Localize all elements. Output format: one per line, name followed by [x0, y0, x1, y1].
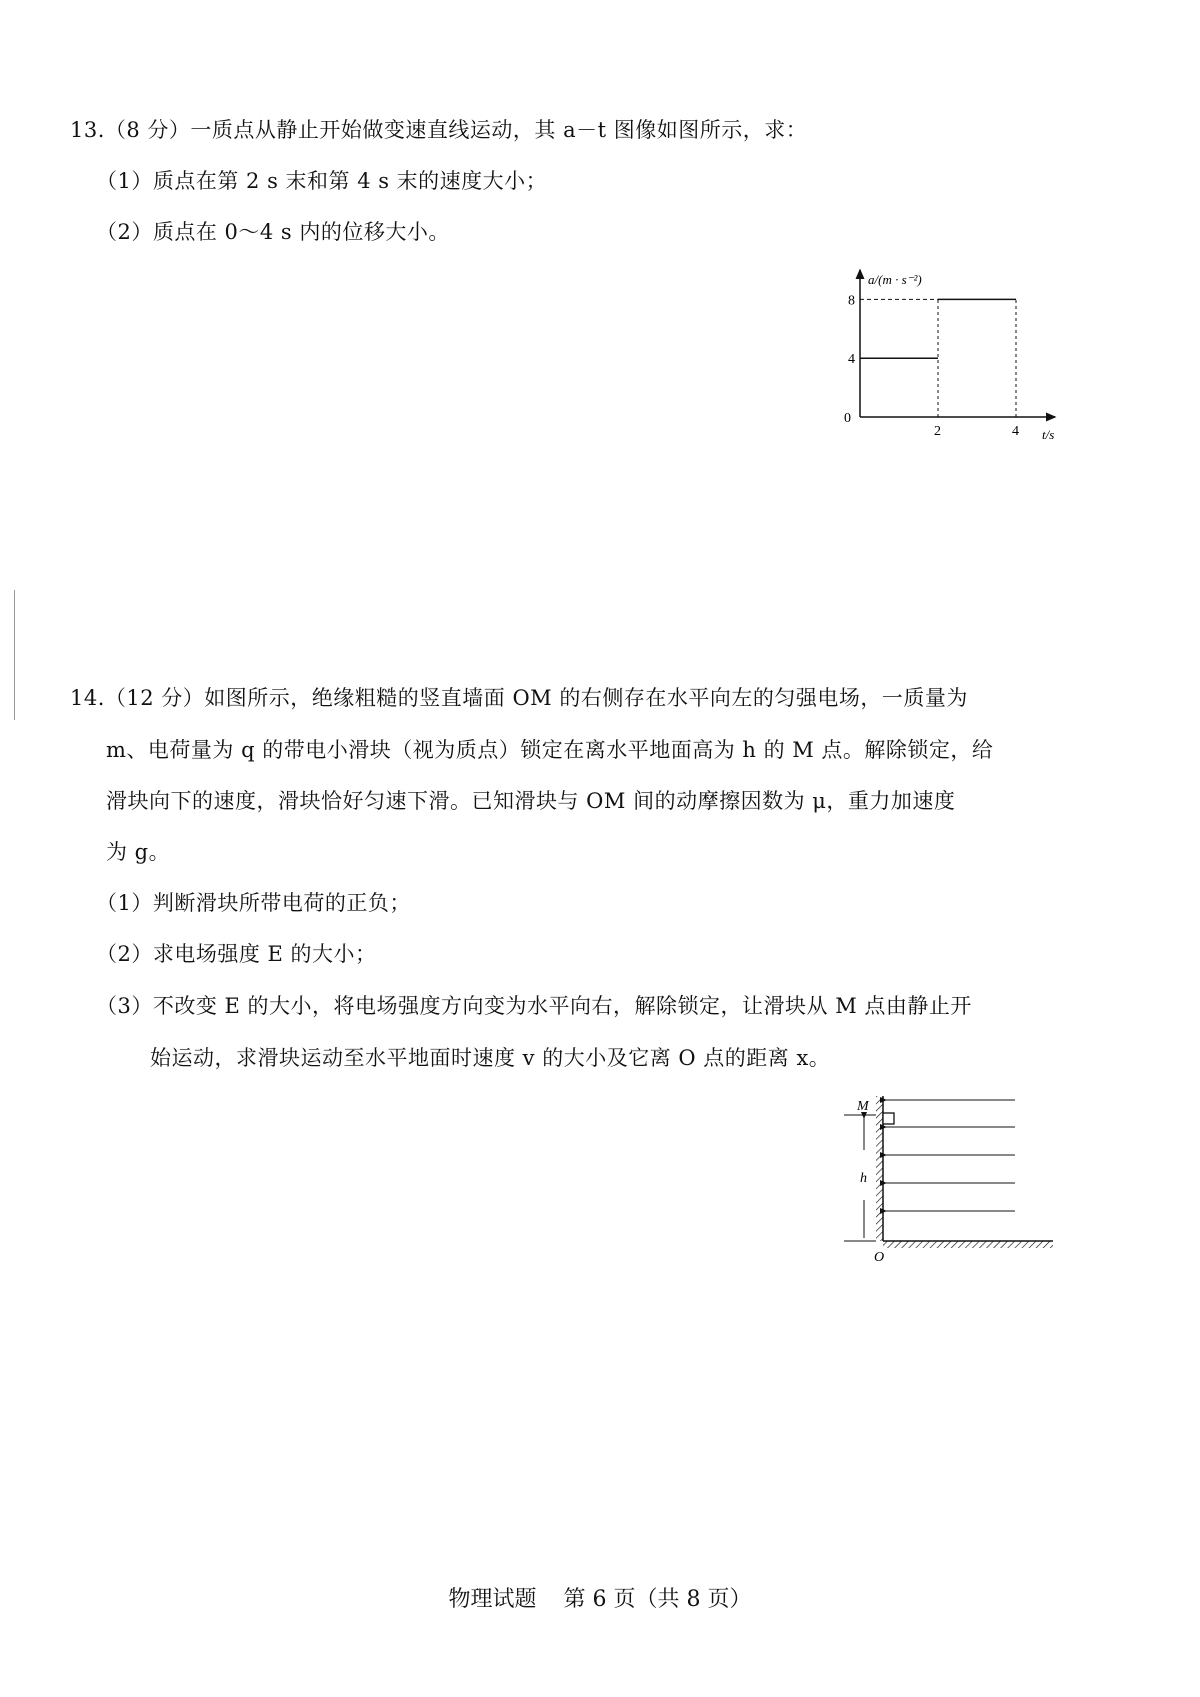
q14-stem-line-3: 滑块向下的速度，滑块恰好匀速下滑。已知滑块与 OM 间的动摩擦因数为 μ，重力加速度 [106, 789, 956, 813]
page-footer [0, 1582, 1200, 1613]
q14-part2: （2）求电场强度 E 的大小； [96, 942, 377, 966]
x-tick-label: 2 [934, 424, 941, 439]
footer-subject: 物理试题 [448, 1587, 537, 1612]
ground-hatch [883, 1241, 1053, 1248]
q13-part1: （1）质点在第 2 s 末和第 4 s 末的速度大小； [96, 169, 548, 193]
q14-stem-line-2: m、电荷量为 q 的带电小滑块（视为质点）锁定在离水平地面高为 h 的 M 点。解除锁定，给 [106, 738, 994, 762]
y-tick-label: 8 [848, 293, 855, 309]
origin-label: 0 [844, 411, 851, 426]
q14-part1: （1）判断滑块所带电荷的正负； [96, 891, 411, 915]
footer-page: 第 6 页（共 8 页） [563, 1587, 752, 1612]
label-O: O [874, 1250, 885, 1265]
q13-stem: 13.（8 分）一质点从静止开始做变速直线运动，其 a－t 图像如图所示，求： [70, 118, 808, 142]
y-axis-label: a/(m · s⁻²) [868, 272, 922, 287]
scan-mark [14, 590, 15, 720]
slider-block [883, 1113, 894, 1124]
x-tick-label: 4 [1012, 424, 1019, 439]
y-tick-label: 4 [848, 352, 855, 368]
q14-part3-cont: 始运动，求滑块运动至水平地面时速度 v 的大小及它离 O 点的距离 x。 [150, 1046, 831, 1070]
wall-field-diagram [840, 1090, 1055, 1265]
q14-stem-line-1: 14.（12 分）如图所示，绝缘粗糙的竖直墙面 OM 的右侧存在水平向左的匀强电场，一质量为 [70, 686, 968, 710]
label-h: h [860, 1171, 867, 1186]
x-axis-label: t/s [1042, 427, 1055, 442]
q13-part2: （2）质点在 0～4 s 内的位移大小。 [96, 220, 450, 244]
wall-hatch [876, 1096, 883, 1241]
label-M: M [857, 1099, 869, 1114]
field-lines [886, 1100, 1015, 1211]
a-t-chart [830, 262, 1075, 447]
q14-part3: （3）不改变 E 的大小，将电场强度方向变为水平向右，解除锁定，让滑块从 M 点由静止开 [96, 994, 972, 1018]
q14-stem-line-4: 为 g。 [106, 840, 171, 864]
